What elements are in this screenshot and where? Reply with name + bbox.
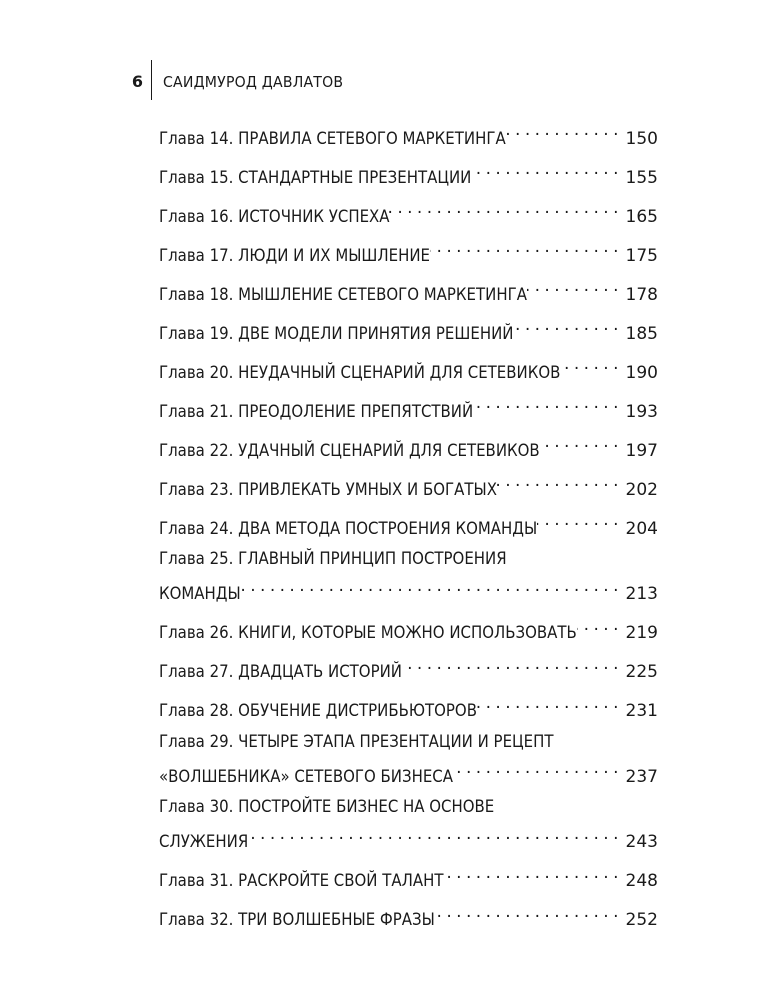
toc-entry-page: 190	[625, 362, 658, 383]
toc-entry-title: Глава 32. ТРИ ВОЛШЕБНЫЕ ФРАЗЫ	[159, 910, 435, 930]
toc-line	[159, 351, 658, 383]
toc-entry[interactable]	[159, 690, 658, 721]
dot-leader	[537, 507, 618, 534]
dot-leader	[505, 117, 618, 144]
toc-entry-page: 175	[625, 245, 658, 266]
dot-leader	[435, 899, 618, 926]
toc-entry-page: 252	[625, 910, 658, 930]
toc-entry[interactable]	[159, 117, 658, 149]
dot-leader	[577, 612, 618, 639]
toc-entry-title: КОМАНДЫ	[159, 584, 241, 604]
toc-line	[159, 507, 658, 539]
toc-entry[interactable]	[159, 390, 658, 422]
dot-leader	[443, 860, 618, 887]
toc-entry-title: Глава 18. МЫШЛЕНИЕ СЕТЕВОГО МАРКЕТИНГА	[159, 284, 527, 305]
toc-entry-title: Глава 20. НЕУДАЧНЫЙ СЦЕНАРИЙ ДЛЯ СЕТЕВИКОВ	[159, 362, 561, 383]
toc-entry-title: СЛУЖЕНИЯ	[159, 832, 249, 852]
toc-entry-page: 225	[625, 662, 658, 682]
toc-entry-title: Глава 16. ИСТОЧНИК УСПЕХА	[159, 206, 390, 227]
toc-entry-page: 150	[625, 128, 658, 149]
toc-entry-title: Глава 26. КНИГИ, КОТОРЫЕ МОЖНО ИСПОЛЬЗОВАТЬ	[159, 623, 577, 643]
toc-line	[159, 651, 658, 682]
toc-line	[159, 429, 658, 461]
toc-line	[159, 573, 658, 604]
toc-line	[159, 899, 658, 930]
toc-entry[interactable]	[159, 860, 658, 891]
toc-entry-page: 248	[625, 871, 658, 891]
toc-entry[interactable]	[159, 468, 658, 500]
toc-entry[interactable]	[159, 312, 658, 344]
toc-line	[159, 468, 658, 500]
toc-entry[interactable]	[159, 156, 658, 188]
toc-entry[interactable]	[159, 794, 658, 852]
dot-leader	[560, 351, 618, 378]
dot-leader	[240, 573, 618, 600]
toc-entry-title: «ВОЛШЕБНИКА» СЕТЕВОГО БИЗНЕСА	[159, 766, 453, 787]
toc-entry-page: 213	[625, 584, 658, 604]
toc-entry-page: 243	[625, 832, 658, 852]
toc-line	[159, 546, 658, 573]
toc-line	[159, 821, 658, 852]
toc-line	[159, 860, 658, 891]
dot-leader	[539, 429, 618, 456]
dot-leader	[430, 234, 618, 261]
toc-entry-page: 155	[625, 167, 658, 188]
toc-line	[159, 312, 658, 344]
toc-entry-title: Глава 17. ЛЮДИ И ИХ МЫШЛЕНИЕ	[159, 245, 431, 266]
toc-entry-title: Глава 28. ОБУЧЕНИЕ ДИСТРИБЬЮТОРОВ	[159, 701, 477, 721]
toc-line	[159, 117, 658, 149]
dot-leader	[513, 312, 618, 339]
toc-entry-title: Глава 31. РАСКРОЙТЕ СВОЙ ТАЛАНТ	[159, 871, 444, 891]
toc-line	[159, 195, 658, 227]
header-divider	[151, 60, 152, 100]
toc-entry[interactable]	[159, 612, 658, 643]
dot-leader	[471, 156, 618, 183]
toc-line	[159, 234, 658, 266]
toc-entry-page: 185	[625, 323, 658, 344]
dot-leader	[473, 390, 618, 417]
toc-entry-title: Глава 14. ПРАВИЛА СЕТЕВОГО МАРКЕТИНГА	[159, 128, 506, 149]
dot-leader	[402, 651, 618, 678]
dot-leader	[497, 468, 618, 495]
toc-entry[interactable]	[159, 234, 658, 266]
toc-entry-page: 219	[625, 623, 658, 643]
toc-line	[159, 755, 658, 787]
toc-line	[159, 273, 658, 305]
dot-leader	[477, 690, 618, 717]
toc-line	[159, 794, 658, 821]
table-of-contents	[159, 117, 658, 938]
toc-entry-title: Глава 21. ПРЕОДОЛЕНИЕ ПРЕПЯТСТВИЙ	[159, 401, 474, 422]
dot-leader	[453, 755, 618, 782]
toc-entry-title: Глава 22. УДАЧНЫЙ СЦЕНАРИЙ ДЛЯ СЕТЕВИКОВ	[159, 440, 540, 461]
toc-entry-page: 193	[625, 401, 658, 422]
toc-entry-title: Глава 27. ДВАДЦАТЬ ИСТОРИЙ	[159, 662, 402, 682]
toc-entry[interactable]	[159, 273, 658, 305]
dot-leader	[527, 273, 618, 300]
toc-line	[159, 390, 658, 422]
toc-entry-page: 204	[625, 518, 658, 539]
toc-entry-title: Глава 19. ДВЕ МОДЕЛИ ПРИНЯТИЯ РЕШЕНИЙ	[159, 323, 514, 344]
toc-entry-title: Глава 25. ГЛАВНЫЙ ПРИНЦИП ПОСТРОЕНИЯ	[159, 549, 507, 569]
running-header	[0, 60, 759, 100]
toc-entry-title: Глава 24. ДВА МЕТОДА ПОСТРОЕНИЯ КОМАНДЫ	[159, 518, 538, 539]
toc-line	[159, 612, 658, 643]
toc-entry-page: 197	[625, 440, 658, 461]
toc-entry[interactable]	[159, 729, 658, 787]
toc-entry[interactable]	[159, 507, 658, 539]
toc-entry-page: 237	[625, 766, 658, 787]
running-header-author: САИДМУРОД ДАВЛАТОВ	[163, 73, 344, 91]
toc-entry-title: Глава 15. СТАНДАРТНЫЕ ПРЕЗЕНТАЦИИ	[159, 167, 472, 188]
dot-leader	[248, 821, 618, 848]
toc-entry[interactable]	[159, 546, 658, 604]
dot-leader	[389, 195, 618, 222]
toc-entry-page: 202	[625, 479, 658, 500]
toc-entry-title: Глава 30. ПОСТРОЙТЕ БИЗНЕС НА ОСНОВЕ	[159, 797, 495, 817]
toc-entry-page: 165	[625, 206, 658, 227]
toc-entry[interactable]	[159, 429, 658, 461]
toc-line	[159, 729, 658, 756]
toc-entry[interactable]	[159, 351, 658, 383]
toc-entry-title: Глава 29. ЧЕТЫРЕ ЭТАПА ПРЕЗЕНТАЦИИ И РЕЦЕПТ	[159, 731, 554, 752]
page-number: 6	[131, 72, 143, 91]
toc-line	[159, 690, 658, 721]
toc-entry[interactable]	[159, 651, 658, 682]
toc-entry[interactable]	[159, 899, 658, 930]
toc-entry[interactable]	[159, 195, 658, 227]
toc-line	[159, 156, 658, 188]
toc-entry-title: Глава 23. ПРИВЛЕКАТЬ УМНЫХ И БОГАТЫХ	[159, 479, 497, 500]
toc-entry-page: 178	[625, 284, 658, 305]
toc-entry-page: 231	[625, 701, 658, 721]
